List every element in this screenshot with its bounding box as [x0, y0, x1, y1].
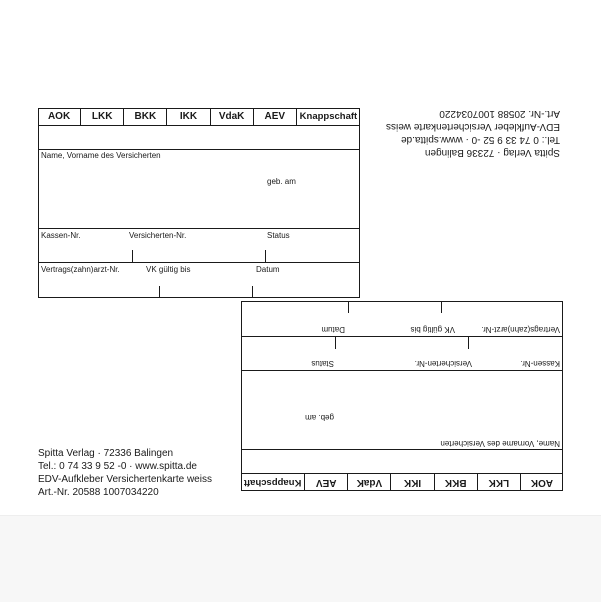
divider — [38, 262, 360, 263]
article-number: Art.-Nr. 20588 1007034220 — [439, 108, 560, 119]
insurance-card-label-rotated — [241, 301, 563, 491]
publisher-info — [38, 447, 212, 499]
sheet-backing — [0, 515, 601, 602]
fund-cell: AOK — [520, 474, 563, 491]
article-number: Art.-Nr. 20588 1007034220 — [38, 487, 159, 498]
fund-cell: LKK — [477, 474, 520, 491]
tick-mark — [335, 337, 336, 349]
vertragsarzt-number-label: Vertrags(zahn)arzt-Nr. — [481, 325, 560, 334]
fund-cell: LKK — [81, 108, 124, 125]
fund-cell: BKK — [124, 108, 167, 125]
divider — [241, 449, 563, 450]
divider — [38, 228, 360, 229]
divider — [38, 125, 360, 126]
vertragsarzt-number-label: Vertrags(zahn)arzt-Nr. — [41, 265, 120, 274]
kasse-number-label: Kassen-Nr. — [41, 231, 81, 240]
divider — [241, 473, 563, 474]
publisher-contact: Tel.: 0 74 33 9 52 -0 · www.spitta.de — [38, 461, 197, 472]
status-label: Status — [311, 359, 334, 368]
fund-cell: VdaK — [347, 474, 390, 491]
fund-cell: Knappschaft — [299, 111, 358, 122]
tick-mark — [132, 250, 133, 262]
tick-mark — [348, 301, 349, 313]
versicherten-number-label: Versicherten-Nr. — [129, 231, 187, 240]
date-label: Datum — [256, 265, 280, 274]
publisher-name: Spitta Verlag · 72336 Balingen — [424, 147, 560, 158]
status-label: Status — [267, 231, 290, 240]
birth-date-label: geb. am — [305, 413, 334, 422]
kasse-number-label: Kassen-Nr. — [520, 359, 560, 368]
versicherten-number-label: Versicherten-Nr. — [414, 359, 472, 368]
vk-valid-label: VK gültig bis — [410, 325, 455, 334]
tick-mark — [159, 286, 160, 298]
fund-row — [241, 474, 563, 491]
fund-cell: IKK — [167, 108, 210, 125]
fund-cell: Knappschaft — [243, 477, 302, 488]
vk-valid-label: VK gültig bis — [146, 265, 191, 274]
publisher-info-rotated — [360, 107, 560, 159]
fund-cell: AEV — [304, 474, 347, 491]
tick-mark — [441, 301, 442, 313]
fund-cell: AOK — [38, 108, 81, 125]
product-name: EDV-Aufkleber Versichertenkarte weiss — [386, 121, 560, 132]
publisher-contact: Tel.: 0 74 33 9 52 -0 · www.spitta.de — [401, 134, 560, 145]
date-label: Datum — [321, 325, 345, 334]
birth-date-label: geb. am — [267, 177, 296, 186]
publisher-name: Spitta Verlag · 72336 Balingen — [38, 448, 174, 459]
fund-cell: BKK — [434, 474, 477, 491]
tick-mark — [252, 286, 253, 298]
fund-cell: IKK — [390, 474, 433, 491]
insurance-card-label — [38, 108, 360, 298]
tick-mark — [468, 337, 469, 349]
fund-row — [38, 108, 360, 125]
divider — [38, 149, 360, 150]
fund-cell: VdaK — [211, 108, 254, 125]
fund-cell: AEV — [254, 108, 297, 125]
divider — [241, 370, 563, 371]
tick-mark — [265, 250, 266, 262]
name-label: Name, Vorname des Versicherten — [440, 439, 560, 448]
name-label: Name, Vorname des Versicherten — [41, 151, 161, 160]
divider — [241, 336, 563, 337]
product-name: EDV-Aufkleber Versichertenkarte weiss — [38, 474, 212, 485]
